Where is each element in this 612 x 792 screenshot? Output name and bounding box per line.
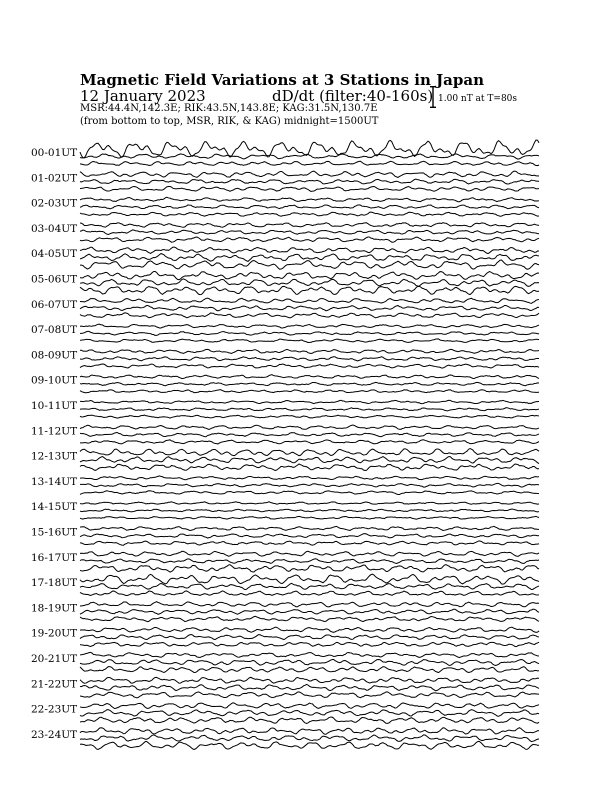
trace-kag — [80, 551, 539, 556]
trace-rik — [80, 559, 539, 564]
hour-label: 09-10UT — [31, 374, 78, 387]
trace-msr — [80, 741, 539, 749]
trace-rik — [80, 179, 539, 184]
trace-kag — [80, 400, 539, 403]
trace-rik — [80, 205, 539, 209]
scale-label: 1.00 nT at T=80s — [438, 94, 518, 104]
chart-title: Magnetic Field Variations at 3 Stations in Japan — [80, 71, 485, 89]
trace-rik — [80, 382, 539, 385]
hour-label: 21-22UT — [31, 678, 78, 691]
trace-msr — [80, 286, 539, 294]
hour-label: 19-20UT — [31, 627, 78, 640]
trace-rik — [80, 279, 539, 287]
trace-msr — [80, 565, 539, 572]
trace-msr — [80, 415, 539, 418]
trace-rik — [80, 609, 539, 614]
trace-kag — [80, 602, 539, 607]
trace-kag — [80, 324, 539, 328]
trace-msr — [80, 364, 539, 368]
trace-msr — [80, 161, 539, 165]
trace-rik — [80, 483, 539, 487]
trace-msr — [80, 642, 539, 646]
trace-msr — [80, 667, 539, 673]
trace-rik — [80, 305, 539, 310]
trace-msr — [80, 313, 539, 318]
hour-label: 04-05UT — [31, 248, 78, 261]
trace-msr — [80, 237, 539, 242]
trace-kag — [80, 375, 539, 379]
trace-rik — [80, 710, 539, 717]
hour-label: 06-07UT — [31, 298, 78, 311]
hour-label: 13-14UT — [31, 475, 78, 488]
trace-kag — [80, 425, 539, 429]
trace-msr — [80, 591, 539, 596]
trace-kag — [80, 574, 539, 584]
hour-label: 07-08UT — [31, 324, 78, 337]
hour-label: 11-12UT — [31, 425, 78, 438]
trace-msr — [80, 186, 539, 191]
chart-date: 12 January 2023 — [80, 87, 206, 105]
trace-kag — [80, 703, 539, 709]
trace-rik — [80, 331, 539, 335]
trace-msr — [80, 339, 539, 343]
trace-kag — [80, 223, 539, 228]
trace-rik — [80, 254, 539, 262]
trace-rik — [80, 659, 539, 665]
hour-label: 15-16UT — [31, 526, 78, 539]
trace-msr — [80, 440, 539, 444]
trace-rik — [80, 583, 539, 589]
trace-msr — [80, 616, 539, 621]
trace-kag — [80, 298, 539, 303]
hour-label: 23-24UT — [31, 728, 78, 741]
hour-label: 10-11UT — [31, 400, 78, 412]
hour-label: 01-02UT — [31, 172, 78, 185]
hour-label: 20-21UT — [31, 653, 78, 665]
trace-rik — [80, 735, 539, 742]
trace-rik — [80, 154, 539, 159]
trace-rik — [80, 635, 539, 640]
trace-msr — [80, 390, 539, 393]
station-order-note: (from bottom to top, MSR, RIK, & KAG) midnight=1500UT — [80, 116, 379, 127]
hour-label: 16-17UT — [31, 551, 78, 564]
trace-rik — [80, 509, 539, 512]
hour-label: 12-13UT — [31, 450, 78, 463]
trace-msr — [80, 516, 539, 519]
trace-kag — [80, 449, 539, 456]
trace-kag — [80, 627, 539, 632]
hour-label: 03-04UT — [31, 222, 78, 235]
trace-kag — [80, 728, 539, 735]
trace-msr — [80, 541, 539, 545]
hour-label: 00-01UT — [31, 147, 78, 159]
trace-kag — [80, 271, 539, 279]
hour-label: 14-15UT — [31, 501, 78, 514]
hour-label: 18-19UT — [31, 602, 78, 615]
trace-kag — [80, 652, 539, 657]
trace-rik — [80, 433, 539, 437]
trace-kag — [80, 171, 539, 177]
trace-msr — [80, 491, 539, 495]
trace-kag — [80, 247, 539, 253]
trace-msr — [80, 212, 539, 216]
trace-kag — [80, 197, 539, 201]
trace-kag — [80, 677, 539, 683]
trace-kag — [80, 476, 539, 480]
trace-rik — [80, 357, 539, 361]
trace-msr — [80, 260, 539, 269]
trace-msr — [80, 692, 539, 698]
trace-rik — [80, 684, 539, 690]
hour-label: 02-03UT — [31, 197, 78, 210]
hour-label: 05-06UT — [31, 273, 78, 286]
trace-kag — [80, 502, 539, 504]
hour-label: 22-23UT — [31, 703, 78, 716]
station-coordinates: MSR:44.4N,142.3E; RIK:43.5N,143.8E; KAG:31.5N,130.7E — [80, 103, 378, 114]
trace-msr — [80, 464, 539, 470]
trace-rik — [80, 230, 539, 235]
hour-label: 08-09UT — [31, 349, 78, 362]
trace-rik — [80, 456, 539, 463]
trace-rik — [80, 408, 539, 411]
trace-msr — [80, 717, 539, 723]
trace-kag — [80, 526, 539, 530]
component-label: dD/dt (filter:40-160s) — [272, 87, 434, 105]
trace-kag — [80, 349, 539, 353]
trace-rik — [80, 534, 539, 538]
hour-label: 17-18UT — [31, 577, 78, 590]
